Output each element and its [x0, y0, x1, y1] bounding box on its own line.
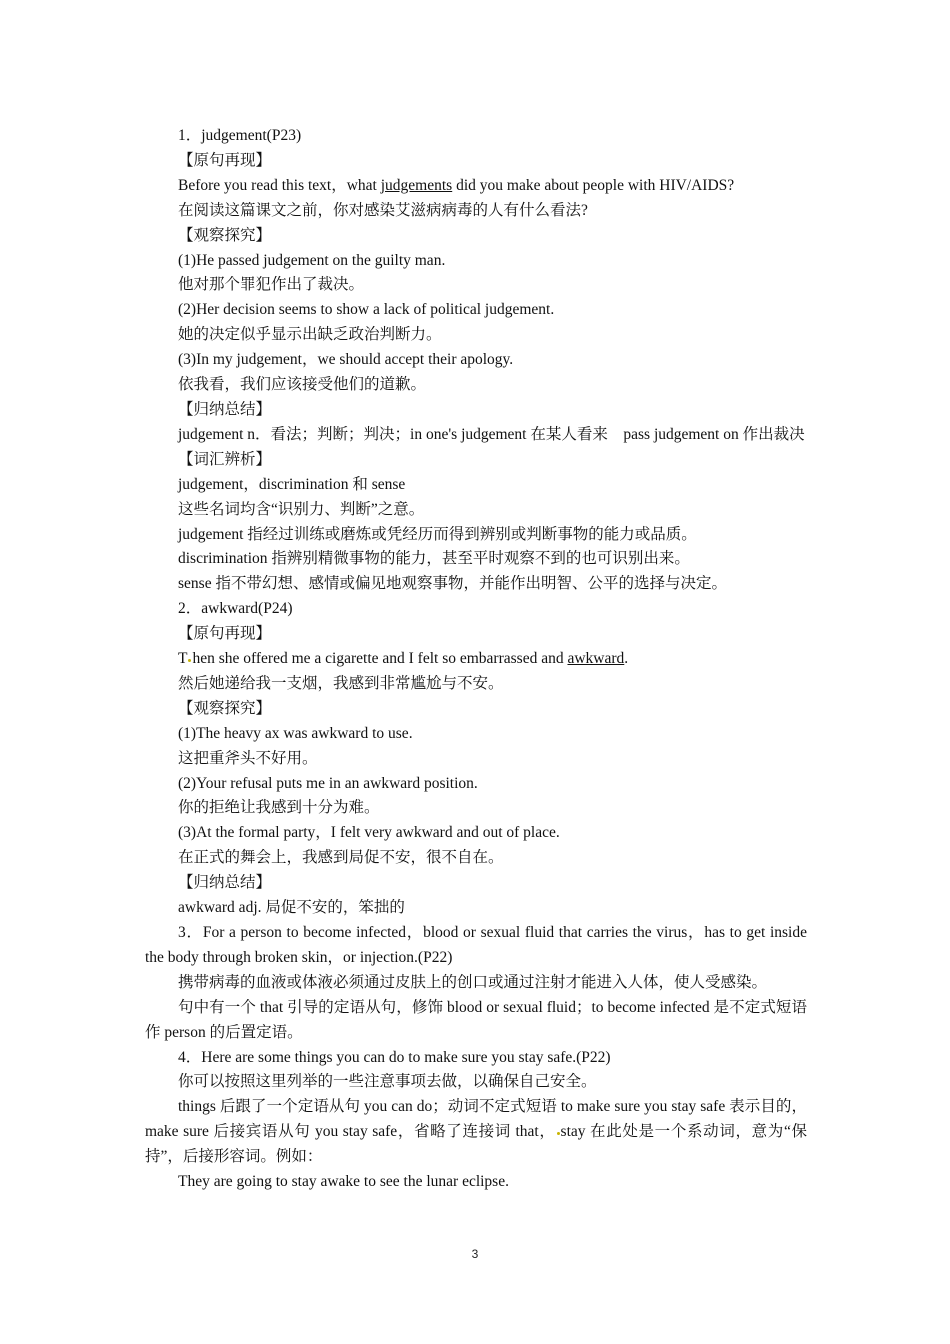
summary-text: awkward adj. 局促不安的，笨拙的 — [178, 899, 405, 917]
item4-example: They are going to stay awake to see the lunar eclipse. — [178, 1173, 509, 1191]
vocab-words: judgement，discrimination 和 sense — [178, 475, 406, 493]
page-content — [145, 124, 807, 1195]
example-translation: 在正式的舞会上，我感到局促不安，很不自在。 — [178, 849, 504, 867]
item4-translation: 你可以按照这里列举的一些注意事项去做，以确保自己安全。 — [178, 1073, 597, 1091]
example-sentence: (3)At the formal party，I felt very awkward and out of place. — [178, 824, 560, 842]
example-translation: 你的拒绝让我感到十分为难。 — [178, 799, 380, 817]
example-translation: 他对那个罪犯作出了裁决。 — [178, 276, 365, 294]
example-sentence: (1)He passed judgement on the guilty man. — [178, 251, 446, 269]
marker-dot — [557, 1132, 560, 1135]
example-sentence: (2)Your refusal puts me in an awkward position. — [178, 774, 478, 792]
original-translation: 然后她递给我一支烟，我感到非常尴尬与不安。 — [178, 674, 504, 692]
section-label: 【归纳总结】 — [178, 400, 272, 418]
item-heading: 1．judgement(P23) — [178, 127, 302, 144]
example-sentence: (3)In my judgement，we should accept their apology. — [178, 351, 514, 369]
item3-analysis: 句中有一个 that 引导的定语从句，修饰 blood or sexual fluid；to become infected 是不定式短语作 person 的后置定语。 — [145, 998, 807, 1041]
vocab-common-meaning: 这些名词均含“识别力、判断”之意。 — [178, 500, 425, 518]
example-sentence: (1)The heavy ax was awkward to use. — [178, 724, 413, 742]
keyword: judgements — [380, 176, 453, 194]
section-label: 【词汇辨析】 — [178, 450, 272, 468]
original-sentence: T hen she offered me a cigarette and I felt so embarrassed and awkward. — [178, 650, 629, 668]
example-sentence: (2)Her decision seems to show a lack of political judgement. — [178, 301, 555, 319]
item4-analysis: things 后跟了一个定语从句 you can do；动词不定式短语 to make sure you stay safe 表示目的，make sure 后接宾语从句 you stay safe，省略了连接词 that， stay 在此处是一个系动词，意为“保持”，后接形容词。例如： — [145, 1098, 807, 1166]
section-label: 【原句再现】 — [178, 151, 272, 169]
section-label: 【观察探究】 — [178, 699, 272, 717]
section-label: 【归纳总结】 — [178, 874, 272, 892]
section-label: 【原句再现】 — [178, 625, 272, 643]
example-translation: 她的决定似乎显示出缺乏政治判断力。 — [178, 326, 442, 344]
vocab-judgement: judgement 指经过训练或磨炼或凭经历而得到辨别或判断事物的能力或品质。 — [178, 525, 697, 543]
item-heading: 2．awkward(P24) — [178, 600, 293, 618]
section-label: 【观察探究】 — [178, 226, 272, 244]
page-number: 3 — [471, 1247, 479, 1261]
original-translation: 在阅读这篇课文之前，你对感染艾滋病病毒的人有什么看法? — [178, 201, 588, 219]
item4-sentence: 4．Here are some things you can do to make sure you stay safe.(P22) — [178, 1048, 611, 1066]
example-translation: 依我看，我们应该接受他们的道歉。 — [178, 376, 427, 394]
original-sentence: Before you read this text，what judgements did you make about people with HIV/AIDS? — [178, 176, 735, 194]
vocab-discrimination: discrimination 指辨别精微事物的能力，甚至平时观察不到的也可识别出来。 — [178, 550, 690, 568]
item3-translation: 携带病毒的血液或体液必须通过皮肤上的创口或通过注射才能进入人体，使人受感染。 — [178, 973, 768, 991]
summary-text: judgement n．看法；判断；判决；in one's judgement 在某人看来 pass judgement on 作出裁决 — [178, 425, 805, 443]
example-translation: 这把重斧头不好用。 — [178, 749, 318, 767]
item3-sentence: 3．For a person to become infected，blood or sexual fluid that carries the virus，has to get inside the body through broken skin，or injection.(P22) — [145, 924, 807, 966]
keyword: awkward — [567, 650, 625, 668]
vocab-sense: sense 指不带幻想、感情或偏见地观察事物，并能作出明智、公平的选择与决定。 — [178, 575, 727, 593]
